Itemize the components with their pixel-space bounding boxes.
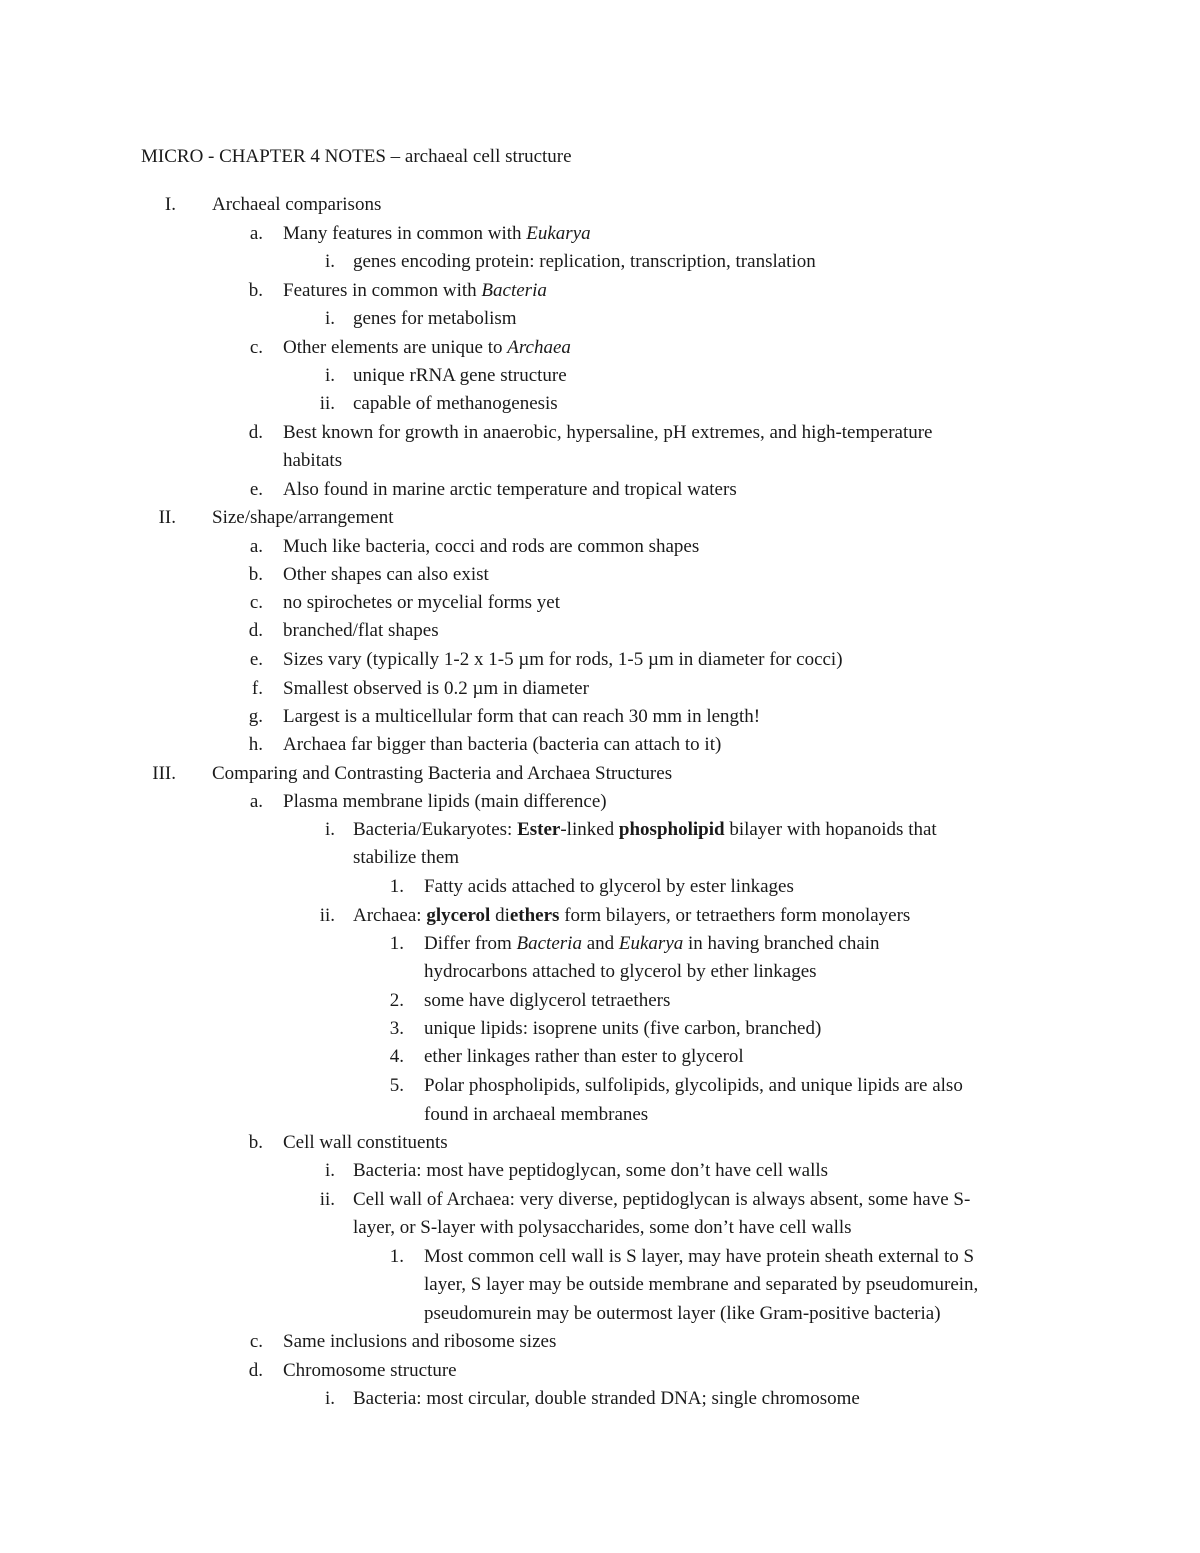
list-marker-subroman: i. <box>324 365 335 386</box>
text-run: hydrocarbons attached to glycerol by ether linkages <box>424 961 817 982</box>
list-marker-letter: e. <box>249 649 263 670</box>
list-marker-letter: c. <box>249 592 263 613</box>
outline-item-text <box>283 1331 556 1353</box>
list-marker-subroman: i. <box>324 251 335 272</box>
text-run: found in archaeal membranes <box>424 1104 649 1125</box>
outline-item-continuation <box>353 1217 852 1239</box>
text-run: some have diglycerol tetraethers <box>424 990 671 1011</box>
outline-item-text <box>283 678 589 700</box>
text-run: Many features in common with <box>283 223 527 244</box>
list-marker-letter: b. <box>248 1132 263 1153</box>
outline-item-text <box>283 564 489 586</box>
text-run: Smallest observed is 0.2 µm in diameter <box>283 678 589 699</box>
text-run: Features in common with <box>283 280 482 301</box>
outline-item-text <box>353 308 517 330</box>
outline-item-continuation <box>424 1274 978 1296</box>
outline-item-text <box>353 1189 970 1211</box>
bold-term: glycerol <box>426 905 491 926</box>
list-marker-subroman: i. <box>324 1160 335 1181</box>
list-marker-roman: I. <box>164 194 176 215</box>
text-run: Largest is a multicellular form that can reach 30 mm in length! <box>283 706 761 727</box>
text-run: di <box>490 905 510 926</box>
list-marker-letter: d. <box>248 1360 263 1381</box>
outline-item-text <box>353 905 910 927</box>
page-title: MICRO - CHAPTER 4 NOTES – archaeal cell structure <box>141 146 572 167</box>
italic-term: Archaea <box>507 337 571 358</box>
text-run: bilayer with hopanoids that <box>724 819 937 840</box>
outline-item-text <box>283 592 560 614</box>
outline-item-text <box>283 734 721 756</box>
list-marker-letter: d. <box>248 422 263 443</box>
list-marker-number: 3. <box>389 1018 404 1039</box>
outline-item-continuation <box>424 961 817 983</box>
list-marker-subroman: ii. <box>319 905 335 926</box>
text-run: Other elements are unique to <box>283 337 508 358</box>
outline-item-text <box>283 422 933 444</box>
text-run: genes encoding protein: replication, transcription, translation <box>353 251 816 272</box>
text-run: Bacteria: most have peptidoglycan, some don’t have cell walls <box>353 1160 829 1181</box>
list-marker-roman: II. <box>158 507 176 528</box>
text-run: unique lipids: isoprene units (five carbon, branched) <box>424 1018 822 1039</box>
outline-item-continuation <box>283 450 342 472</box>
list-marker-letter: c. <box>249 337 263 358</box>
outline-item-text <box>353 1388 860 1410</box>
outline-item-text <box>283 479 737 501</box>
text-run: Cell wall of Archaea: very diverse, peptidoglycan is always absent, some have S- <box>353 1189 971 1210</box>
list-marker-subroman: ii. <box>319 393 335 414</box>
outline-item-text <box>283 620 439 642</box>
bold-term: ethers <box>509 905 560 926</box>
text-run: Size/shape/arrangement <box>212 507 394 528</box>
text-run: layer, S layer may be outside membrane and separated by pseudomurein, <box>424 1274 979 1295</box>
outline-item-text <box>283 280 547 302</box>
outline-item-text <box>283 1132 448 1154</box>
text-run: Archaea: <box>353 905 427 926</box>
text-run: Much like bacteria, cocci and rods are common shapes <box>283 536 700 557</box>
italic-term: Bacteria <box>481 280 547 301</box>
list-marker-roman: III. <box>152 763 176 784</box>
outline-item-text <box>283 706 760 728</box>
outline-item-text <box>283 337 571 359</box>
italic-term: Bacteria <box>516 933 582 954</box>
list-marker-letter: d. <box>248 620 263 641</box>
list-marker-letter: e. <box>249 479 263 500</box>
list-marker-number: 2. <box>389 990 404 1011</box>
list-marker-letter: a. <box>249 536 263 557</box>
text-run: -linked <box>560 819 619 840</box>
outline-item-text <box>283 1360 457 1382</box>
list-marker-subroman: i. <box>324 1388 335 1409</box>
text-run: habitats <box>283 450 343 471</box>
bold-term: Ester <box>517 819 561 840</box>
list-marker-letter: g. <box>248 706 263 727</box>
text-run: Fatty acids attached to glycerol by ester linkages <box>424 876 794 897</box>
text-run: Bacteria/Eukaryotes: <box>353 819 518 840</box>
text-run: Plasma membrane lipids (main difference) <box>283 791 607 812</box>
text-run: Archaea far bigger than bacteria (bacteria can attach to it) <box>283 734 722 755</box>
text-run: Same inclusions and ribosome sizes <box>283 1331 557 1352</box>
outline-item-continuation <box>424 1104 648 1126</box>
outline-item-text <box>353 251 816 273</box>
outline-item-text <box>424 876 794 898</box>
list-marker-letter: a. <box>249 791 263 812</box>
list-marker-number: 1. <box>389 1246 404 1267</box>
list-marker-letter: f. <box>251 678 263 699</box>
bold-term: phospholipid <box>618 819 725 840</box>
text-run: capable of methanogenesis <box>353 393 558 414</box>
italic-term: Eukarya <box>526 223 591 244</box>
outline-item-text <box>424 1018 821 1040</box>
outline-item-text <box>424 990 670 1012</box>
italic-term: Eukarya <box>618 933 684 954</box>
list-marker-letter: c. <box>249 1331 263 1352</box>
text-run: Chromosome structure <box>283 1360 457 1381</box>
outline-item-text <box>353 393 558 415</box>
list-marker-number: 4. <box>389 1046 404 1067</box>
text-run: unique rRNA gene structure <box>353 365 567 386</box>
list-marker-number: 5. <box>389 1075 404 1096</box>
text-run: Differ from <box>424 933 517 954</box>
outline-item-text <box>353 819 937 841</box>
outline-item-text <box>212 194 381 216</box>
text-run: genes for metabolism <box>353 308 517 329</box>
list-marker-number: 1. <box>389 876 404 897</box>
list-marker-letter: h. <box>248 734 263 755</box>
list-marker-letter: a. <box>249 223 263 244</box>
outline-item-text <box>212 763 672 785</box>
text-run: Most common cell wall is S layer, may have protein sheath external to S <box>424 1246 975 1267</box>
text-run: in having branched chain <box>683 933 880 954</box>
list-marker-subroman: i. <box>324 308 335 329</box>
text-run: Also found in marine arctic temperature and tropical waters <box>283 479 737 500</box>
outline-item-text <box>424 1075 963 1097</box>
text-run: Bacteria: most circular, double stranded DNA; single chromosome <box>353 1388 860 1409</box>
list-marker-letter: b. <box>248 564 263 585</box>
text-run: layer, or S-layer with polysaccharides, some don’t have cell walls <box>353 1217 852 1238</box>
list-marker-subroman: ii. <box>319 1189 335 1210</box>
outline-item-text <box>283 791 607 813</box>
outline-item-text <box>424 1246 974 1268</box>
text-run: branched/flat shapes <box>283 620 439 641</box>
text-run: pseudomurein may be outermost layer (like Gram-positive bacteria) <box>424 1303 941 1324</box>
outline-item-text <box>424 933 880 955</box>
outline-item-text <box>353 365 567 387</box>
text-run: Polar phospholipids, sulfolipids, glycolipids, and unique lipids are also <box>424 1075 963 1096</box>
text-run: Cell wall constituents <box>283 1132 448 1153</box>
text-run: stabilize them <box>353 847 460 868</box>
text-run: Sizes vary (typically 1-2 x 1-5 µm for rods, 1-5 µm in diameter for cocci) <box>283 649 843 670</box>
text-run: Archaeal comparisons <box>212 194 382 215</box>
text-run: Comparing and Contrasting Bacteria and Archaea Structures <box>212 763 673 784</box>
text-run: Other shapes can also exist <box>283 564 489 585</box>
text-run: form bilayers, or tetraethers form monolayers <box>559 905 911 926</box>
list-marker-number: 1. <box>389 933 404 954</box>
text-run: ether linkages rather than ester to glycerol <box>424 1046 744 1067</box>
outline-item-text <box>212 507 393 529</box>
outline-item-continuation <box>353 847 459 869</box>
text-run: and <box>581 933 619 954</box>
outline-item-text <box>424 1046 744 1068</box>
outline-item-text <box>353 1160 828 1182</box>
outline-item-continuation <box>424 1303 941 1325</box>
outline-item-text <box>283 649 843 671</box>
outline-item-text <box>283 536 699 558</box>
list-marker-subroman: i. <box>324 819 335 840</box>
text-run: no spirochetes or mycelial forms yet <box>283 592 561 613</box>
text-run: Best known for growth in anaerobic, hypersaline, pH extremes, and high-temperature <box>283 422 933 443</box>
outline-item-text <box>283 223 591 245</box>
list-marker-letter: b. <box>248 280 263 301</box>
